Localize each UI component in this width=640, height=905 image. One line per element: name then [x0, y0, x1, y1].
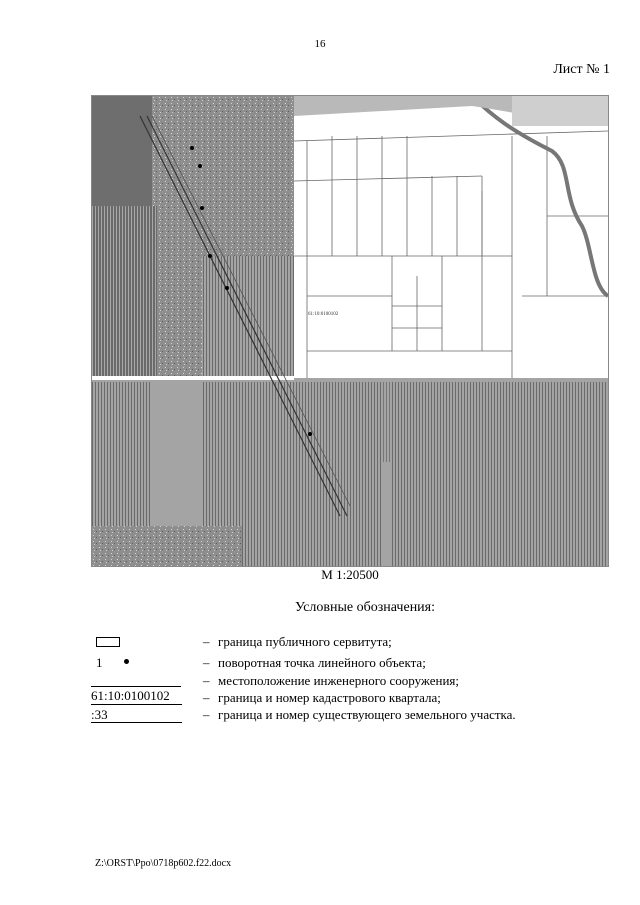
map-image — [92, 96, 608, 566]
legend-dash: – — [203, 690, 210, 705]
legend-item-quarter: граница и номер кадастрового квартала; — [218, 690, 441, 705]
legend-item-structure: местоположение инженерного сооружения; — [218, 673, 460, 688]
map-quarter-label: 61:10:0100102 — [308, 312, 339, 317]
legend-dash: – — [203, 634, 210, 649]
turning-point-number: 1 — [96, 655, 103, 670]
page-number: 16 — [314, 38, 326, 50]
parcel-number-symbol: :33 — [91, 707, 182, 723]
structure-location-symbol — [91, 686, 181, 687]
footer-file-path: Z:\ORST\Ppo\0718p602.f22.docx — [95, 858, 232, 869]
legend-title: Условные обозначения: — [294, 600, 436, 615]
legend-item-servitude: граница публичного сервитута; — [218, 634, 392, 649]
map-scale: М 1:20500 — [321, 567, 379, 582]
legend-item-parcel: граница и номер существующего земельного участка. — [218, 707, 516, 722]
legend-item-turning-point: поворотная точка линейного объекта; — [218, 655, 426, 670]
turning-point-symbol — [124, 659, 129, 664]
quarter-number-symbol: 61:10:0100102 — [91, 688, 182, 705]
servitude-boundary-symbol — [96, 637, 120, 647]
legend-dash: – — [203, 673, 210, 688]
legend-dash: – — [203, 655, 210, 670]
sheet-label: Лист № 1 — [553, 62, 610, 77]
cadastral-map — [91, 95, 609, 567]
legend-dash: – — [203, 707, 210, 722]
